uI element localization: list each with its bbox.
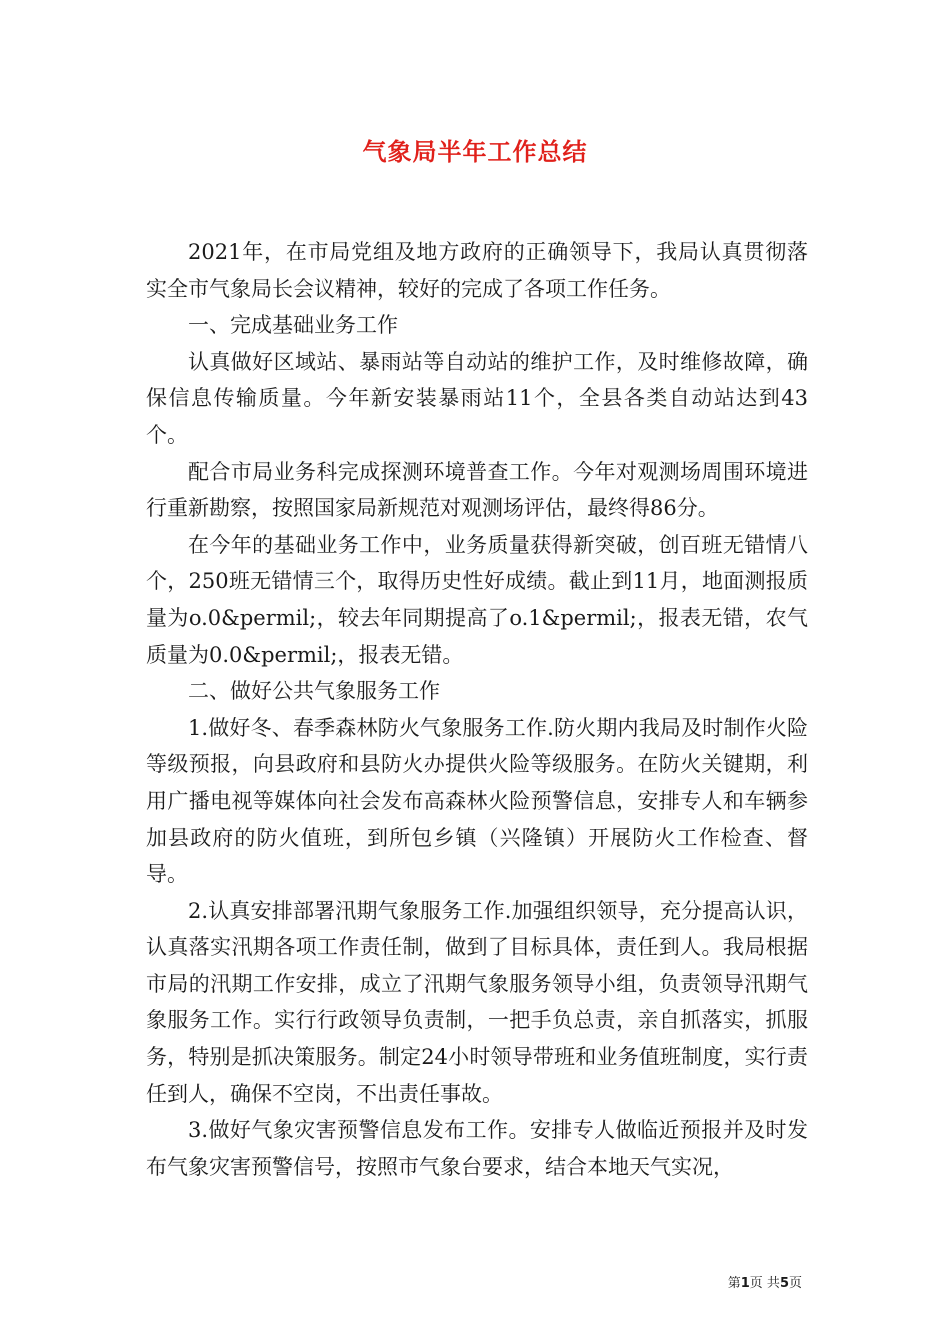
paragraph-environment: 配合市局业务科完成探测环境普查工作。今年对观测场周围环境进行重新勘察，按照国家局新规范对观测场评估，最终得86分。 bbox=[146, 459, 808, 521]
footer-page-number: 1 bbox=[740, 1276, 750, 1291]
footer-suffix: 页 bbox=[788, 1276, 802, 1291]
paragraph-stations: 认真做好区域站、暴雨站等自动站的维护工作，及时维修故障，确保信息传输质量。今年新安装暴雨站11个，全县各类自动站达到43个。 bbox=[146, 349, 808, 447]
paragraph-fire-service: 1.做好冬、春季森林防火气象服务工作.防火期内我局及时制作火险等级预报，向县政府和县防火办提供火险等级服务。在防火关键期，利用广播电视等媒体向社会发布高森林火险预警信息，安排专人和车辆参加县政府的防火值班，到所包乡镇（兴隆镇）开展防火工作检查、督导。 bbox=[146, 715, 808, 887]
paragraph-flood-service: 2.认真安排部署汛期气象服务工作.加强组织领导，充分提高认识，认真落实汛期各项工作责任制，做到了目标具体，责任到人。我局根据市局的汛期工作安排，成立了汛期气象服务领导小组，负责领导汛期气象服务工作。实行行政领导负责制，一把手负总责，亲自抓落实，抓服务，特别是抓决策服务。制定24小时领导带班和业务值班制度，实行责任到人，确保不空岗，不出责任事故。 bbox=[146, 898, 808, 1106]
footer-middle: 页 共 bbox=[749, 1276, 780, 1291]
document-body bbox=[146, 234, 808, 1185]
document-title: 气象局半年工作总结 bbox=[362, 138, 588, 166]
section-heading-1: 一、完成基础业务工作 bbox=[188, 313, 398, 338]
footer-total-pages: 5 bbox=[779, 1276, 789, 1291]
paragraph-warning: 3.做好气象灾害预警信息发布工作。安排专人做临近预报并及时发布气象灾害预警信号，按照市气象台要求，结合本地天气实况， bbox=[146, 1118, 808, 1179]
footer-prefix: 第 bbox=[727, 1276, 741, 1291]
paragraph-intro: 2021年，在市局党组及地方政府的正确领导下，我局认真贯彻落实全市气象局长会议精神，较好的完成了各项工作任务。 bbox=[146, 240, 808, 301]
page-footer bbox=[728, 1272, 802, 1291]
paragraph-quality: 在今年的基础业务工作中，业务质量获得新突破，创百班无错情八个，250班无错情三个，取得历史性好成绩。截止到11月，地面测报质量为o.0&permil;，较去年同期提高了o.1&permil;，报表无错，农气质量为0.0&permil;，报表无错。 bbox=[146, 532, 808, 667]
section-heading-2: 二、做好公共气象服务工作 bbox=[188, 679, 440, 704]
